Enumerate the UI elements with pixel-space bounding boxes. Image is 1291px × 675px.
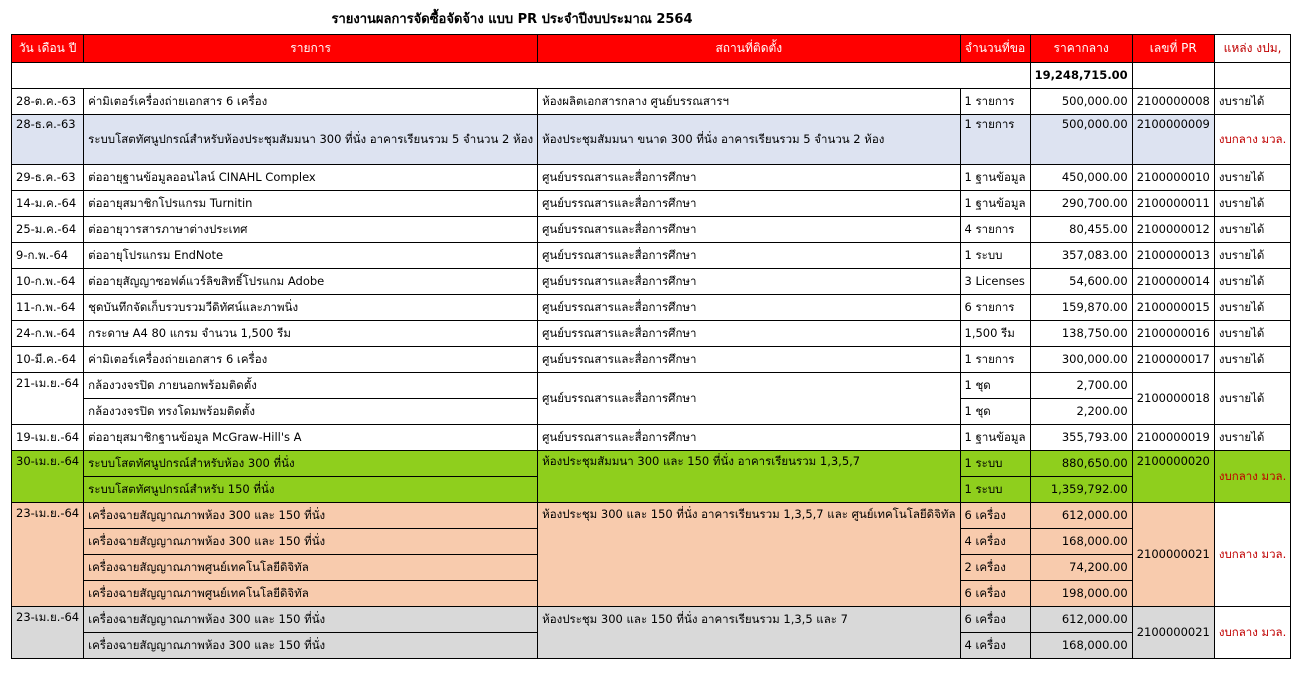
row-price: 1,359,792.00	[1030, 477, 1132, 503]
row-quantity: 4 เครื่อง	[960, 529, 1030, 555]
header-price: ราคากลาง	[1030, 35, 1132, 63]
table-row	[12, 373, 1291, 399]
table-row	[12, 347, 1291, 373]
header-pr: เลขที่ PR	[1132, 35, 1214, 63]
row-item: ต่ออายุสมาชิกโปรแกรม Turnitin	[84, 191, 538, 217]
row-quantity: 1 รายการ	[960, 115, 1030, 165]
header-quantity: จำนวนที่ขอ	[960, 35, 1030, 63]
row-quantity: 1 รายการ	[960, 347, 1030, 373]
row-date: 11-ก.พ.-64	[12, 295, 84, 321]
row-source: งบรายได้	[1214, 217, 1290, 243]
total-source-empty	[1214, 63, 1290, 89]
row-item: ระบบโสตทัศนูปกรณ์สำหรับ 150 ที่นั่ง	[84, 477, 538, 503]
row-source: งบรายได้	[1214, 165, 1290, 191]
table-row	[12, 425, 1291, 451]
row-pr: 2100000014	[1132, 269, 1214, 295]
group-date: 23-เม.ย.-64	[12, 607, 84, 659]
row-pr: 2100000012	[1132, 217, 1214, 243]
row-location: ศูนย์บรรณสารและสื่อการศึกษา	[538, 269, 960, 295]
row-item: ต่ออายุสัญญาซอฟต์แวร์ลิขสิทธิ์โปรแกม Adobe	[84, 269, 538, 295]
group-source: งบรายได้	[1214, 373, 1290, 425]
row-location: ศูนย์บรรณสารและสื่อการศึกษา	[538, 165, 960, 191]
group-source: งบกลาง มวล.	[1214, 503, 1290, 607]
table-row	[12, 503, 1291, 529]
row-item: เครื่องฉายสัญญาณภาพห้อง 300 และ 150 ที่นั่ง	[84, 529, 538, 555]
row-location: ศูนย์บรรณสารและสื่อการศึกษา	[538, 425, 960, 451]
row-location: ห้องผลิตเอกสารกลาง ศูนย์บรรณสารฯ	[538, 89, 960, 115]
group-pr: 2100000020	[1132, 451, 1214, 503]
row-price: 74,200.00	[1030, 555, 1132, 581]
row-price: 2,200.00	[1030, 399, 1132, 425]
row-pr: 2100000016	[1132, 321, 1214, 347]
row-source: งบรายได้	[1214, 295, 1290, 321]
row-quantity: 1 ฐานข้อมูล	[960, 425, 1030, 451]
row-date: 29-ธ.ค.-63	[12, 165, 84, 191]
row-item: เครื่องฉายสัญญาณภาพศูนย์เทคโนโลยีดิจิทัล	[84, 555, 538, 581]
row-pr: 2100000009	[1132, 115, 1214, 165]
header-date: วัน เดือน ปี	[12, 35, 84, 63]
row-pr: 2100000011	[1132, 191, 1214, 217]
row-quantity: 1 ฐานข้อมูล	[960, 191, 1030, 217]
table-row	[12, 269, 1291, 295]
row-source: งบรายได้	[1214, 321, 1290, 347]
group-location: ศูนย์บรรณสารและสื่อการศึกษา	[538, 373, 960, 425]
row-quantity: 3 Licenses	[960, 269, 1030, 295]
row-item: เครื่องฉายสัญญาณภาพห้อง 300 และ 150 ที่นั่ง	[84, 503, 538, 529]
row-date: 9-ก.พ.-64	[12, 243, 84, 269]
row-price: 2,700.00	[1030, 373, 1132, 399]
row-quantity: 6 เครื่อง	[960, 581, 1030, 607]
row-quantity: 1 ระบบ	[960, 451, 1030, 477]
row-location: ศูนย์บรรณสารและสื่อการศึกษา	[538, 321, 960, 347]
row-price: 168,000.00	[1030, 529, 1132, 555]
row-item: กล้องวงจรปิด ทรงโดมพร้อมติดตั้ง	[84, 399, 538, 425]
row-quantity: 1 ระบบ	[960, 243, 1030, 269]
row-item: ระบบโสตทัศนูปกรณ์สำหรับห้อง 300 ที่นั่ง	[84, 451, 538, 477]
group-source: งบกลาง มวล.	[1214, 607, 1290, 659]
row-quantity: 1 ชุด	[960, 399, 1030, 425]
table-row	[12, 321, 1291, 347]
row-quantity: 1 ชุด	[960, 373, 1030, 399]
report-title: รายงานผลการจัดซื้อจัดจ้าง แบบ PR ประจำปีงบประมาณ 2564	[331, 12, 693, 27]
row-price: 198,000.00	[1030, 581, 1132, 607]
row-source: งบรายได้	[1214, 425, 1290, 451]
table-row	[12, 191, 1291, 217]
row-source: งบรายได้	[1214, 269, 1290, 295]
row-pr: 2100000019	[1132, 425, 1214, 451]
row-source: งบรายได้	[1214, 347, 1290, 373]
header-location: สถานที่ติดตั้ง	[538, 35, 960, 63]
row-price: 138,750.00	[1030, 321, 1132, 347]
row-item: ระบบโสตทัศนูปกรณ์สำหรับห้องประชุมสัมมนา 300 ที่นั่ง อาคารเรียนรวม 5 จำนวน 2 ห้อง	[84, 115, 538, 165]
row-quantity: 4 รายการ	[960, 217, 1030, 243]
row-date: 24-ก.พ.-64	[12, 321, 84, 347]
row-date: 25-ม.ค.-64	[12, 217, 84, 243]
row-location: ห้องประชุมสัมมนา ขนาด 300 ที่นั่ง อาคารเรียนรวม 5 จำนวน 2 ห้อง	[538, 115, 960, 165]
group-pr: 2100000018	[1132, 373, 1214, 425]
group-date: 30-เม.ย.-64	[12, 451, 84, 503]
row-price: 54,600.00	[1030, 269, 1132, 295]
row-source: งบรายได้	[1214, 89, 1290, 115]
row-quantity: 6 รายการ	[960, 295, 1030, 321]
row-location: ศูนย์บรรณสารและสื่อการศึกษา	[538, 217, 960, 243]
group-pr: 2100000021	[1132, 503, 1214, 607]
row-item: เครื่องฉายสัญญาณภาพห้อง 300 และ 150 ที่นั่ง	[84, 607, 538, 633]
row-item: เครื่องฉายสัญญาณภาพศูนย์เทคโนโลยีดิจิทัล	[84, 581, 538, 607]
row-pr: 2100000010	[1132, 165, 1214, 191]
row-date: 28-ต.ค.-63	[12, 89, 84, 115]
group-location: ห้องประชุม 300 และ 150 ที่นั่ง อาคารเรียนรวม 1,3,5,7 และ ศูนย์เทคโนโลยีดิจิทัล	[538, 503, 960, 607]
total-value: 19,248,715.00	[1030, 63, 1132, 89]
row-item: ค่ามิเตอร์เครื่องถ่ายเอกสาร 6 เครื่อง	[84, 347, 538, 373]
row-date: 28-ธ.ค.-63	[12, 115, 84, 165]
table-row	[12, 165, 1291, 191]
row-location: ศูนย์บรรณสารและสื่อการศึกษา	[538, 347, 960, 373]
row-item: ค่ามิเตอร์เครื่องถ่ายเอกสาร 6 เครื่อง	[84, 89, 538, 115]
group-source: งบกลาง มวล.	[1214, 451, 1290, 503]
row-price: 290,700.00	[1030, 191, 1132, 217]
group-pr: 2100000021	[1132, 607, 1214, 659]
row-item: ต่ออายุสมาชิกฐานข้อมูล McGraw-Hill's A	[84, 425, 538, 451]
row-price: 450,000.00	[1030, 165, 1132, 191]
row-source: งบรายได้	[1214, 191, 1290, 217]
group-location: ห้องประชุมสัมมนา 300 และ 150 ที่นั่ง อาคารเรียนรวม 1,3,5,7	[538, 451, 960, 503]
row-quantity: 1 ฐานข้อมูล	[960, 165, 1030, 191]
row-pr: 2100000015	[1132, 295, 1214, 321]
total-row	[12, 63, 1291, 89]
group-date: 21-เม.ย.-64	[12, 373, 84, 425]
row-price: 355,793.00	[1030, 425, 1132, 451]
row-quantity: 6 เครื่อง	[960, 503, 1030, 529]
row-price: 500,000.00	[1030, 115, 1132, 165]
row-price: 612,000.00	[1030, 607, 1132, 633]
procurement-table	[11, 34, 1291, 659]
group-date: 23-เม.ย.-64	[12, 503, 84, 607]
row-location: ศูนย์บรรณสารและสื่อการศึกษา	[538, 243, 960, 269]
row-quantity: 6 เครื่อง	[960, 607, 1030, 633]
header-source: แหล่ง งปม,	[1214, 35, 1290, 63]
table-row	[12, 243, 1291, 269]
table-row	[12, 115, 1291, 165]
row-price: 880,650.00	[1030, 451, 1132, 477]
row-item: เครื่องฉายสัญญาณภาพห้อง 300 และ 150 ที่นั่ง	[84, 633, 538, 659]
table-row	[12, 295, 1291, 321]
total-spacer	[12, 63, 1031, 89]
row-date: 19-เม.ย.-64	[12, 425, 84, 451]
row-price: 80,455.00	[1030, 217, 1132, 243]
row-quantity: 1 ระบบ	[960, 477, 1030, 503]
row-price: 357,083.00	[1030, 243, 1132, 269]
row-quantity: 1 รายการ	[960, 89, 1030, 115]
row-quantity: 1,500 รีม	[960, 321, 1030, 347]
header-item: รายการ	[84, 35, 538, 63]
table-row	[12, 451, 1291, 477]
row-pr: 2100000008	[1132, 89, 1214, 115]
row-source: งบรายได้	[1214, 243, 1290, 269]
row-pr: 2100000013	[1132, 243, 1214, 269]
group-location: ห้องประชุม 300 และ 150 ที่นั่ง อาคารเรียนรวม 1,3,5 และ 7	[538, 607, 960, 659]
row-item: ชุดบันทึกจัดเก็บรวบรวมวีดิทัศน์และภาพนิ่ง	[84, 295, 538, 321]
row-price: 300,000.00	[1030, 347, 1132, 373]
row-quantity: 4 เครื่อง	[960, 633, 1030, 659]
row-source: งบกลาง มวล.	[1214, 115, 1290, 165]
row-pr: 2100000017	[1132, 347, 1214, 373]
table-row	[12, 89, 1291, 115]
row-price: 168,000.00	[1030, 633, 1132, 659]
row-item: กระดาษ A4 80 แกรม จำนวน 1,500 รีม	[84, 321, 538, 347]
row-item: ต่ออายุฐานข้อมูลออนไลน์ CINAHL Complex	[84, 165, 538, 191]
row-item: ต่ออายุวารสารภาษาต่างประเทศ	[84, 217, 538, 243]
table-row	[12, 607, 1291, 633]
total-pr-empty	[1132, 63, 1214, 89]
row-item: ต่ออายุโปรแกรม EndNote	[84, 243, 538, 269]
row-location: ศูนย์บรรณสารและสื่อการศึกษา	[538, 295, 960, 321]
row-item: กล้องวงจรปิด ภายนอกพร้อมติดตั้ง	[84, 373, 538, 399]
row-price: 612,000.00	[1030, 503, 1132, 529]
row-quantity: 2 เครื่อง	[960, 555, 1030, 581]
row-date: 10-มี.ค.-64	[12, 347, 84, 373]
row-date: 14-ม.ค.-64	[12, 191, 84, 217]
header-row	[12, 35, 1291, 63]
row-price: 159,870.00	[1030, 295, 1132, 321]
row-date: 10-ก.พ.-64	[12, 269, 84, 295]
row-price: 500,000.00	[1030, 89, 1132, 115]
table-row	[12, 217, 1291, 243]
row-location: ศูนย์บรรณสารและสื่อการศึกษา	[538, 191, 960, 217]
